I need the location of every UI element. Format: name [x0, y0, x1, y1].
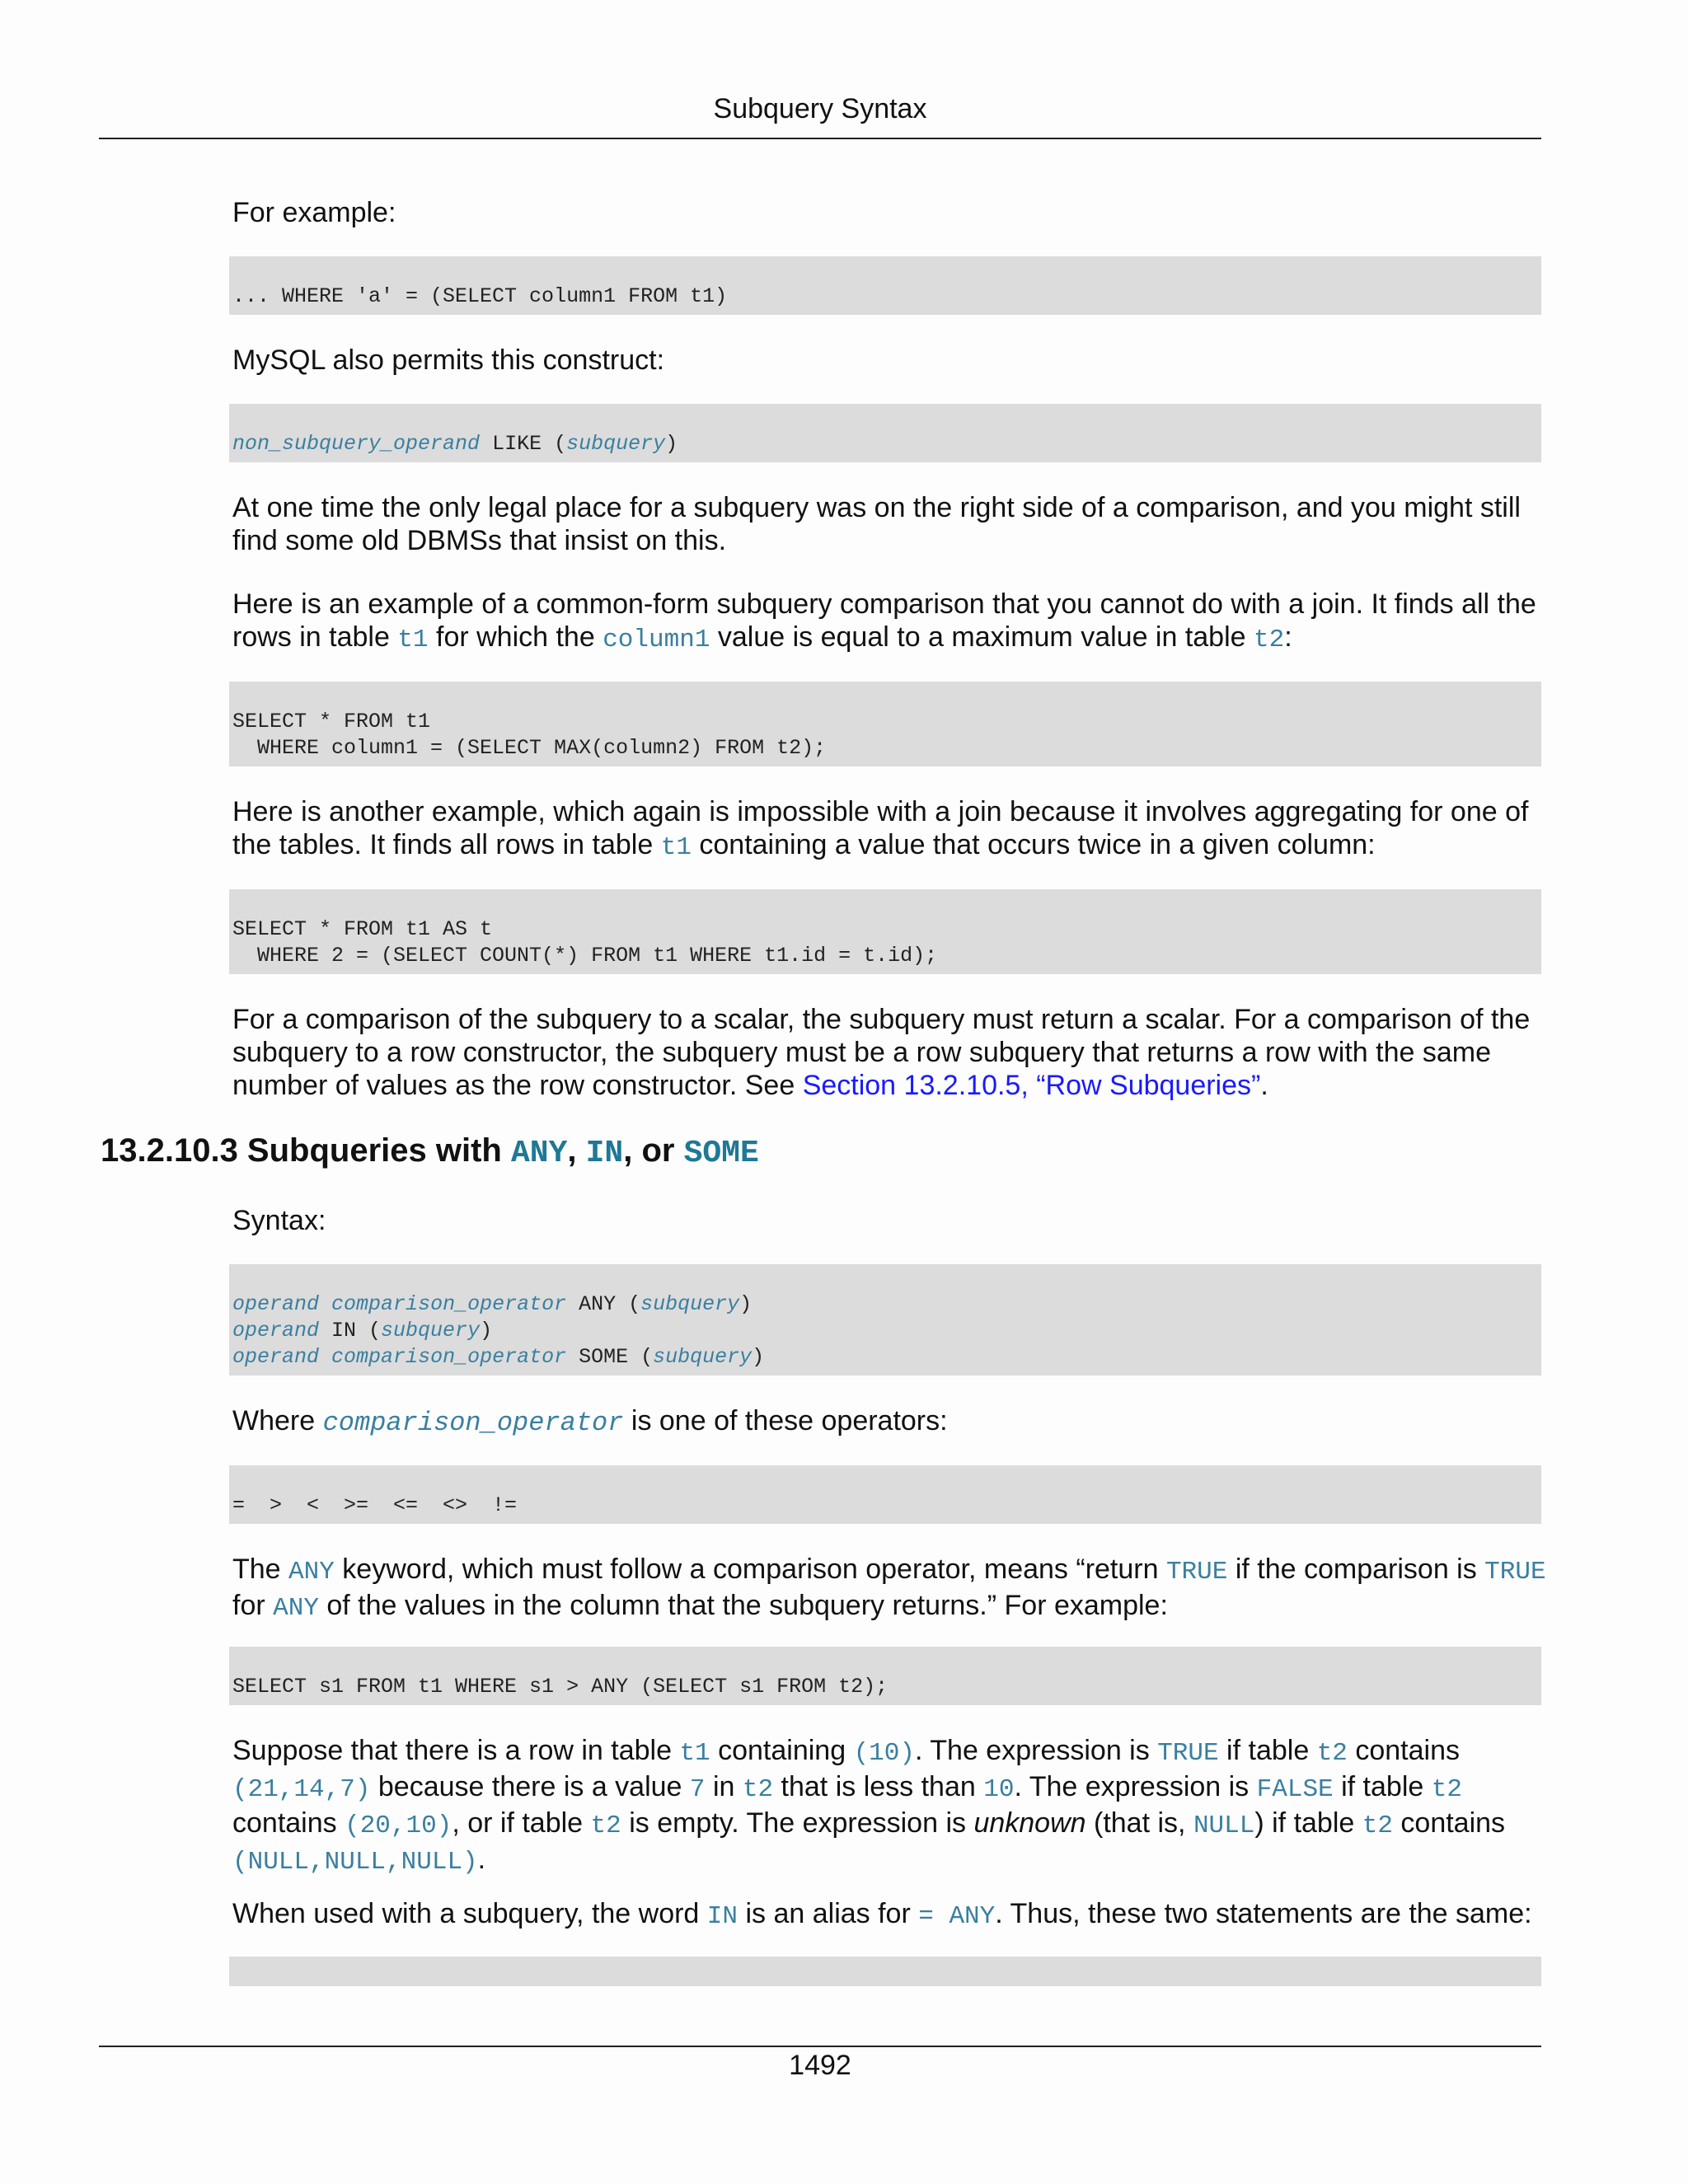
code-block-select-max [229, 682, 1541, 766]
code-line: = > < >= <= <> != [232, 1493, 518, 1517]
placeholder: comparison_operator [331, 1345, 567, 1369]
placeholder: operand [232, 1345, 320, 1369]
heading-text: 13.2.10.3 Subqueries with [101, 1132, 511, 1169]
code-block-like-subquery [229, 404, 1541, 462]
literal: TRUE [1165, 1558, 1228, 1586]
text: that is less than [773, 1771, 984, 1802]
code-text: ) [752, 1345, 765, 1369]
literal: TRUE [1484, 1558, 1546, 1586]
literal: t1 [660, 833, 692, 862]
text: When used with a subquery, the word [232, 1898, 707, 1929]
text: if table [1218, 1735, 1317, 1766]
paragraph-legal-place: At one time the only legal place for a subquery was on the right side of a comparison, and you might still find some old DBMSs that insist on this. [232, 492, 1521, 556]
heading-keyword: IN [585, 1136, 624, 1171]
heading-text: , [567, 1132, 586, 1169]
placeholder: subquery [653, 1345, 753, 1369]
literal: t2 [590, 1811, 621, 1840]
paragraph-common-form [232, 588, 1551, 657]
text: Here is another example, which again is impossible with a join because it involves aggregating for one of the tables. It finds all rows in table [232, 796, 1529, 860]
code-text: IN ( [319, 1319, 382, 1343]
literal: TRUE [1157, 1739, 1219, 1768]
text: if table [1333, 1771, 1432, 1802]
literal: ANY [273, 1594, 319, 1623]
header-rule [99, 138, 1541, 139]
code-text: SOME ( [566, 1345, 654, 1369]
text: . The expression is [915, 1735, 1158, 1766]
code-block-select-count [229, 889, 1541, 974]
code-line: WHERE column1 = (SELECT MAX(column2) FROM t2); [232, 736, 827, 760]
text: is an alias for [738, 1898, 919, 1929]
code-line [232, 1318, 1541, 1344]
text: For a comparison of the subquery to a scalar, the subquery must return a scalar. For a comparison of the subquery to a row constructor, the subquery must be a row subquery that returns a row with the same number of values as the row constructor. See [232, 1004, 1531, 1101]
placeholder: subquery [381, 1319, 481, 1343]
literal: (10) [853, 1739, 915, 1768]
paragraph-for-example: For example: [232, 197, 396, 228]
emphasis: unknown [973, 1807, 1086, 1839]
text: . [1260, 1070, 1268, 1101]
code-text: ANY ( [566, 1292, 641, 1316]
code-line: ... WHERE 'a' = (SELECT column1 FROM t1) [232, 284, 728, 308]
literal: FALSE [1256, 1775, 1334, 1804]
paragraph-any-keyword [232, 1553, 1551, 1625]
code-line: SELECT s1 FROM t1 WHERE s1 > ANY (SELECT s1 FROM t2); [232, 1675, 889, 1699]
literal: t1 [397, 626, 429, 654]
code-line [232, 1291, 1541, 1318]
literal: t2 [742, 1775, 774, 1804]
placeholder: comparison_operator [322, 1408, 624, 1438]
code-block-operators [229, 1465, 1541, 1524]
paragraph-another-example [232, 795, 1551, 865]
text: contains [232, 1807, 345, 1839]
text: contains [1392, 1807, 1506, 1839]
placeholder: operand [232, 1292, 320, 1316]
placeholder: non_subquery_operand [232, 432, 481, 456]
text: for [232, 1590, 274, 1621]
code-block-where-a [229, 256, 1541, 315]
heading-keyword: ANY [510, 1136, 568, 1171]
literal: (20,10) [345, 1811, 452, 1840]
text: keyword, which must follow a comparison operator, means “return [334, 1554, 1166, 1585]
paragraph-where-operator [232, 1404, 1551, 1440]
literal: t2 [1254, 626, 1285, 654]
text: because there is a value [370, 1771, 690, 1802]
paragraph-in-alias [232, 1897, 1551, 1933]
text: Here is an example of a common-form subquery comparison that you cannot do with a join. It finds all the rows in table [232, 588, 1536, 653]
code-line [232, 1344, 1541, 1371]
placeholder: comparison_operator [331, 1292, 567, 1316]
paragraph-suppose [232, 1734, 1551, 1879]
text: is empty. The expression is [621, 1807, 974, 1839]
code-text: LIKE ( [480, 432, 567, 456]
text: : [1284, 621, 1292, 653]
page-number: 1492 [789, 2050, 851, 2081]
literal: t2 [1362, 1811, 1393, 1840]
code-text: ) [480, 1319, 493, 1343]
text: if the comparison is [1227, 1554, 1485, 1585]
text: containing [710, 1735, 854, 1766]
literal: t1 [679, 1739, 710, 1768]
code-text: ) [739, 1292, 753, 1316]
text: ) if table [1254, 1807, 1362, 1839]
text: , or if table [452, 1807, 591, 1839]
literal: (NULL,NULL,NULL) [232, 1848, 478, 1877]
literal: (21,14,7) [232, 1775, 371, 1804]
heading-text: , or [623, 1132, 684, 1169]
code-block-any-example [229, 1647, 1541, 1705]
text: is one of these operators: [623, 1405, 948, 1436]
literal: t2 [1431, 1775, 1462, 1804]
code-line: WHERE 2 = (SELECT COUNT(*) FROM t1 WHERE t1.id = t.id); [232, 944, 938, 968]
text: value is equal to a maximum value in table [710, 621, 1254, 653]
row-subqueries-link[interactable]: Section 13.2.10.5, “Row Subqueries” [802, 1070, 1261, 1101]
code-text [319, 1345, 331, 1369]
text: of the values in the column that the subquery returns.” For example: [318, 1590, 1168, 1621]
paragraph-scalar-comparison [232, 1003, 1551, 1102]
text: for which the [428, 621, 603, 653]
text: Suppose that there is a row in table [232, 1735, 680, 1766]
code-block-continued [229, 1957, 1541, 1986]
literal: NULL [1193, 1811, 1255, 1840]
placeholder: subquery [566, 432, 666, 456]
page-header-title: Subquery Syntax [713, 93, 927, 124]
code-text [319, 1292, 331, 1316]
literal: t2 [1316, 1739, 1348, 1768]
text: Where [232, 1405, 323, 1436]
text: . [477, 1844, 486, 1875]
text: contains [1347, 1735, 1460, 1766]
literal: ANY [288, 1558, 335, 1586]
text: in [705, 1771, 743, 1802]
code-line [232, 431, 1541, 457]
text: The [232, 1554, 289, 1585]
heading-keyword: SOME [683, 1136, 759, 1171]
footer-rule [99, 2046, 1541, 2047]
paragraph-syntax: Syntax: [232, 1205, 326, 1236]
code-line: SELECT * FROM t1 [232, 710, 431, 733]
placeholder: operand [232, 1319, 320, 1343]
code-text: ) [665, 432, 678, 456]
literal: IN [706, 1902, 738, 1931]
section-heading [101, 1131, 759, 1174]
text: . The expression is [1014, 1771, 1257, 1802]
text: . Thus, these two statements are the same: [995, 1898, 1532, 1929]
literal: column1 [603, 626, 710, 654]
paragraph-mysql-permits: MySQL also permits this construct: [232, 344, 665, 376]
literal: = ANY [918, 1902, 996, 1931]
literal: 7 [689, 1775, 706, 1804]
placeholder: subquery [640, 1292, 740, 1316]
literal: 10 [983, 1775, 1015, 1804]
text: (that is, [1085, 1807, 1193, 1839]
code-line: SELECT * FROM t1 AS t [232, 917, 493, 941]
code-block-syntax [229, 1264, 1541, 1376]
text: containing a value that occurs twice in a given column: [691, 829, 1376, 860]
